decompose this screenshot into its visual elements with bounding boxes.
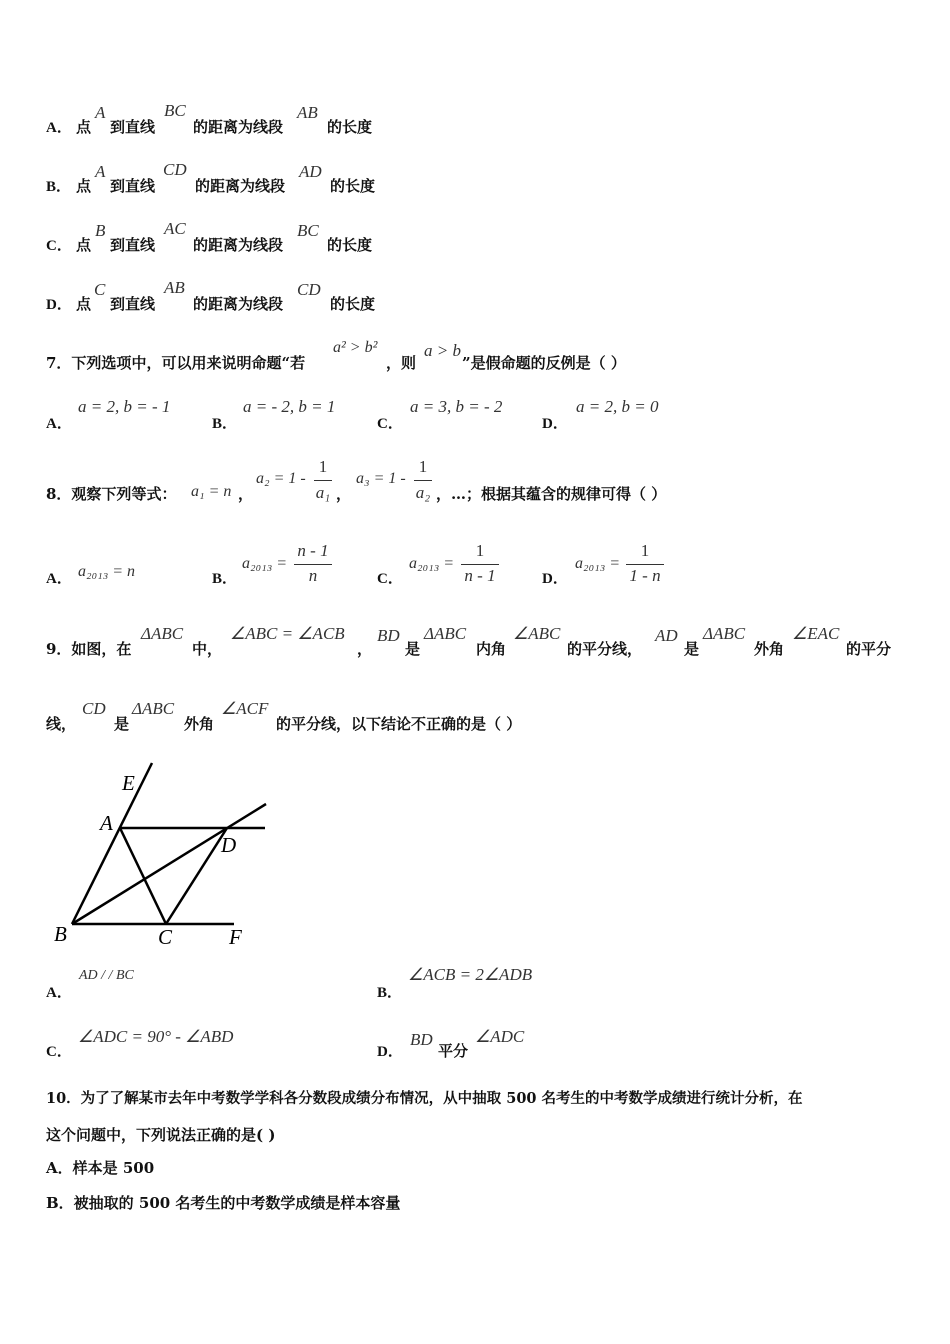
option-math: a = - 2, b = 1	[243, 397, 336, 416]
question-stem: 中，	[192, 640, 223, 658]
option-text: 的长度	[327, 236, 373, 254]
option-label: B．	[212, 571, 238, 587]
fraction-bar	[294, 564, 332, 565]
question-stem: 的平分线，	[567, 640, 643, 658]
line-ac	[120, 828, 166, 924]
question-stem: 外角	[184, 715, 215, 733]
separator: ，	[238, 485, 254, 503]
option-math: a₂₀₁₃ = n	[78, 563, 136, 580]
option-math: ∠ADC	[475, 1027, 525, 1046]
geometry-figure	[40, 755, 280, 955]
option-label: B．	[46, 179, 72, 195]
label-a: A	[100, 811, 113, 835]
math-expression: a₂ = 1 -	[256, 470, 306, 487]
option-text: 到直线	[110, 295, 156, 313]
point-symbol: B	[95, 221, 106, 240]
fraction-bar	[626, 564, 664, 565]
option-text: 的距离为线段	[195, 177, 286, 195]
question-stem: ，…；根据其蕴含的规律可得（ ）	[436, 485, 667, 503]
math-expression: ∠EAC	[792, 624, 840, 643]
math-expression: a₃ = 1 -	[356, 470, 406, 487]
question-stem: 是	[114, 715, 130, 733]
label-b: B	[54, 922, 67, 946]
option-text: 的距离为线段	[193, 295, 284, 313]
option-text: 到直线	[110, 118, 156, 136]
option-text: 平分	[438, 1042, 469, 1060]
option-text: 到直线	[110, 177, 156, 195]
math-expression: ΔABC	[141, 624, 184, 643]
math-expression: ΔABC	[424, 624, 467, 643]
math-expression: a > b	[424, 341, 461, 360]
segment-symbol: BC	[297, 221, 319, 240]
question-stem: 8．观察下列等式：	[46, 485, 177, 503]
fraction-denominator: a₂	[415, 483, 431, 502]
separator: ，	[336, 485, 352, 503]
option-math: a₂₀₁₃ =	[575, 555, 621, 572]
fraction-denominator: 1 - n	[629, 566, 661, 585]
option-label: B．	[212, 416, 238, 432]
option-label: B．	[377, 985, 403, 1001]
math-expression: a₁ = n	[191, 483, 232, 500]
fraction-numerator: 1	[418, 457, 428, 476]
option-label: C．	[46, 238, 72, 254]
math-expression: ∠ABC = ∠ACB	[230, 624, 345, 643]
label-e: E	[122, 771, 135, 795]
option-text: 的长度	[327, 118, 373, 136]
fraction-bar	[414, 480, 432, 481]
question-stem: 10．为了了解某市去年中考数学学科各分数段成绩分布情况，从中抽取 500 名考生的中考数学成绩进行统计分析，在	[46, 1090, 803, 1107]
question-stem: 的平分线，以下结论不正确的是（ ）	[276, 715, 522, 733]
option-text: 的距离为线段	[193, 236, 284, 254]
option-math: ∠ACB = 2∠ADB	[408, 965, 533, 984]
option-label: C．	[46, 1044, 72, 1060]
question-stem: 的平分	[846, 640, 892, 658]
math-expression: a² > b²	[333, 339, 378, 356]
option-label: D．	[46, 297, 72, 313]
fraction-bar	[461, 564, 499, 565]
line-symbol: AC	[164, 219, 186, 238]
line-symbol: AB	[164, 278, 185, 297]
question-stem: 是	[684, 640, 700, 658]
option-label: D．	[542, 571, 568, 587]
fraction-numerator: 1	[640, 541, 650, 560]
option-text: 点	[76, 177, 92, 195]
line-symbol: CD	[163, 160, 187, 179]
option-math: ∠ADC = 90° - ∠ABD	[78, 1027, 234, 1046]
option-text: 点	[76, 295, 92, 313]
question-stem: 内角	[476, 640, 507, 658]
option-b: B．被抽取的 500 名考生的中考数学成绩是样本容量	[46, 1194, 401, 1212]
option-text: 到直线	[110, 236, 156, 254]
option-text: 的长度	[330, 295, 376, 313]
option-math: a₂₀₁₃ =	[409, 555, 455, 572]
math-expression: ΔABC	[703, 624, 746, 643]
option-label: A．	[46, 985, 72, 1001]
fraction-numerator: n - 1	[297, 541, 329, 560]
point-symbol: C	[94, 280, 106, 299]
question-stem: 这个问题中，下列说法正确的是( )	[46, 1126, 276, 1144]
option-text: 的长度	[330, 177, 376, 195]
option-text: 点	[76, 118, 92, 136]
fraction-denominator: a₁	[315, 483, 331, 502]
separator: ，	[357, 640, 373, 658]
math-expression: ΔABC	[132, 699, 175, 718]
option-text: 点	[76, 236, 92, 254]
option-label: C．	[377, 571, 403, 587]
option-label: D．	[542, 416, 568, 432]
option-math: a = 2, b = 0	[576, 397, 659, 416]
point-symbol: A	[95, 103, 106, 122]
question-stem: 9．如图，在	[46, 640, 132, 658]
fraction-numerator: 1	[475, 541, 485, 560]
option-label: D．	[377, 1044, 403, 1060]
fraction-numerator: 1	[318, 457, 328, 476]
question-stem: 线，	[46, 715, 77, 733]
fraction-denominator: n - 1	[464, 566, 496, 585]
option-label: A．	[46, 120, 72, 136]
question-stem: ，则	[386, 354, 417, 372]
fraction-bar	[314, 480, 332, 481]
label-c: C	[158, 925, 173, 949]
option-label: C．	[377, 416, 403, 432]
question-stem: 7．下列选项中，可以用来说明命题“若	[46, 354, 306, 372]
label-d: D	[221, 833, 237, 857]
option-a: A．样本是 500	[46, 1159, 155, 1177]
line-symbol: BC	[164, 101, 186, 120]
option-math: a = 2, b = - 1	[78, 397, 171, 416]
question-stem: 是	[405, 640, 421, 658]
math-expression: BD	[377, 626, 400, 645]
segment-symbol: AB	[297, 103, 318, 122]
line-cd	[166, 828, 227, 924]
option-math: a₂₀₁₃ =	[242, 555, 288, 572]
option-math: BD	[410, 1030, 433, 1049]
segment-symbol: AD	[299, 162, 322, 181]
option-label: A．	[46, 571, 72, 587]
label-f: F	[229, 925, 242, 949]
option-text: 的距离为线段	[193, 118, 284, 136]
question-stem: 外角	[754, 640, 785, 658]
point-symbol: A	[95, 162, 106, 181]
segment-symbol: CD	[297, 280, 321, 299]
math-expression: ∠ACF	[221, 699, 269, 718]
question-stem: ”是假命题的反例是（ ）	[462, 354, 626, 372]
option-label: A．	[46, 416, 72, 432]
math-expression: AD	[655, 626, 678, 645]
option-math: a = 3, b = - 2	[410, 397, 503, 416]
math-expression: ∠ABC	[513, 624, 561, 643]
option-math: AD / / BC	[79, 968, 134, 983]
fraction-denominator: n	[308, 566, 318, 585]
math-expression: CD	[82, 699, 106, 718]
